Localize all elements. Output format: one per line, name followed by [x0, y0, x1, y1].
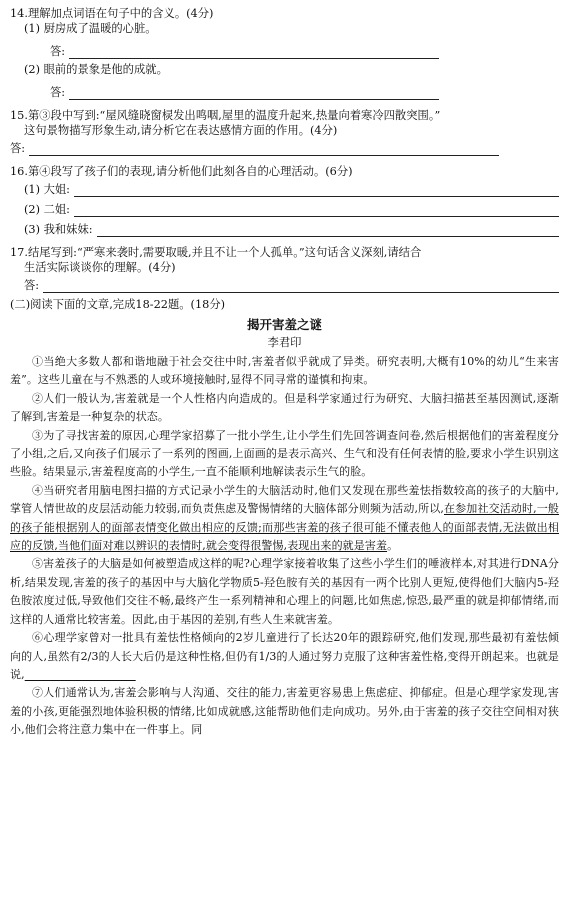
q17-line2: 生活实际谈谈你的理解。(4分)	[24, 261, 176, 274]
answer-label: 答:	[10, 142, 26, 155]
answer-blank[interactable]	[69, 46, 439, 59]
answer-blank[interactable]	[29, 143, 499, 156]
q14-answer2-row	[10, 85, 559, 100]
paragraph-6-text: ⑥心理学家曾对一批具有羞怯性格倾向的2岁儿童进行了长达20年的跟踪研究,他们发现,那些最初有羞怯倾向的人,虽然有2/3的人长大后仍是这种性格,但仍有1/3的人通过努力克服了这种害羞性格,变得开朗起来。也就是说,	[10, 631, 559, 681]
answer-blank[interactable]	[43, 280, 559, 293]
paragraph-1: ①当绝大多数人都和谐地融于社会交往中时,害羞者似乎就成了异类。研究表明,大概有10%的幼儿“生来害羞”。这些儿童在与不熟悉的人或环境接触时,显得不同寻常的谨慎和拘束。	[10, 355, 559, 387]
q15-answer-row	[10, 141, 559, 156]
q16-item1-row	[10, 182, 559, 197]
q14-stem: 14.理解加点词语在句子中的含义。(4分)	[10, 7, 214, 20]
paragraph-4-end: 。	[387, 539, 399, 553]
answer-label: 答:	[50, 45, 66, 58]
q14-item1: (1) 厨房成了温暖的心脏。	[24, 22, 157, 35]
q14-answer1-row	[10, 44, 559, 59]
q16-item3: (3) 我和妹妹:	[24, 223, 93, 236]
paragraph-5: ⑤害羞孩子的大脑是如何被塑造成这样的呢?心理学家接着收集了这些小学生们的唾液样本,对其进行DNA分析,结果发现,害羞的孩子的基因中与大脑化学物质5-羟色胺有关的基因有一两个比别人更短,使得他们大脑内5-羟色胺浓度过低,导致他们交往不畅,最终产生一系列精神和心理上的问题,比如焦虑,惊恐,最严重的就是抑郁情绪,而这样的人通常比较害羞。因此,由于基因的差别,有些人生来就害羞。	[10, 557, 559, 626]
q17-line1: 17.结尾写到:“严寒来袭时,需要取暖,并且不让一个人孤单。”这句话含义深刻,请结合	[10, 246, 422, 259]
q16-stem: 16.第④段写了孩子们的表现,请分析他们此刻各自的心理活动。(6分)	[10, 165, 353, 178]
fill-blank[interactable]	[25, 668, 136, 681]
paragraph-4-lead: ④当研究者用脑电图扫描的方式记录小学生的大脑活动时,他们又发现在那些羞怯指数较高的孩子的大脑中,掌管人情世故的皮层活动能力较弱,而负责焦虑及警惕情绪的大脑体部分则频为活动,所以,	[10, 483, 559, 516]
article-author: 李君印	[267, 336, 302, 349]
paragraph-7: ⑦人们通常认为,害羞会影响与人沟通、交往的能力,害羞更容易患上焦虑症、抑郁症。但是心理学家发现,害羞的小孩,更能强烈地体验积极的情绪,比如成就感,这能帮助他们走向成功。另外,由于害羞的孩子交往空间相对狭小,他们会将注意力集中在一件事上。同	[10, 686, 559, 737]
paragraph-3: ③为了寻找害羞的原因,心理学家招募了一批小学生,让小学生们先回答调查问卷,然后根据他们的害羞程度分了小组,之后,又向孩子们展示了一系列的图画,上面画的是表示高兴、生气和没有任何表情的脸,要求小学生识别这些脸。结果显示,害羞程度高的小学生,一直不能顺利地解读表示生气的脸。	[10, 428, 559, 479]
paragraph-6	[10, 629, 559, 684]
q15-line2: 这句景物描写形象生动,请分析它在表达感情方面的作用。(4分)	[24, 124, 338, 137]
q16-item2: (2) 二姐:	[24, 203, 70, 216]
underlined-sentence: 在参加社交活动时,一般的孩子能根据别人的面部表情变化做出相应的反馈;而那些害羞的孩子很可能不懂表他人的面部表情,无法做出相应的反馈,当他们面对难以辨识的表情时,就会变得很警惕,表现出来的就是害羞	[10, 502, 559, 553]
q16-item1: (1) 大姐:	[24, 183, 70, 196]
answer-label: 答:	[50, 86, 66, 99]
answer-blank[interactable]	[74, 204, 559, 217]
answer-blank[interactable]	[74, 184, 559, 197]
article-title: 揭开害羞之谜	[246, 317, 322, 332]
answer-blank[interactable]	[69, 87, 439, 100]
q16-item2-row	[10, 202, 559, 217]
paragraph-4	[10, 482, 559, 556]
q14-item2: (2) 眼前的景象是他的成就。	[24, 63, 168, 76]
q17-answer-row	[10, 278, 559, 293]
answer-blank[interactable]	[97, 224, 559, 237]
q16-item3-row	[10, 222, 559, 237]
answer-label: 答:	[24, 279, 40, 292]
q15-line1: 15.第③段中写到:“屋风缝晓窗棂发出鸣咽,屋里的温度升起来,热量向着寒冷四散突围。”	[10, 109, 441, 122]
section-heading: (二)阅读下面的文章,完成18-22题。(18分)	[10, 298, 226, 311]
paragraph-2: ②人们一般认为,害羞就是一个人性格内向造成的。但是科学家通过行为研究、大脑扫描甚至基因测试,逐渐了解到,害羞是一种复杂的状态。	[10, 391, 559, 424]
